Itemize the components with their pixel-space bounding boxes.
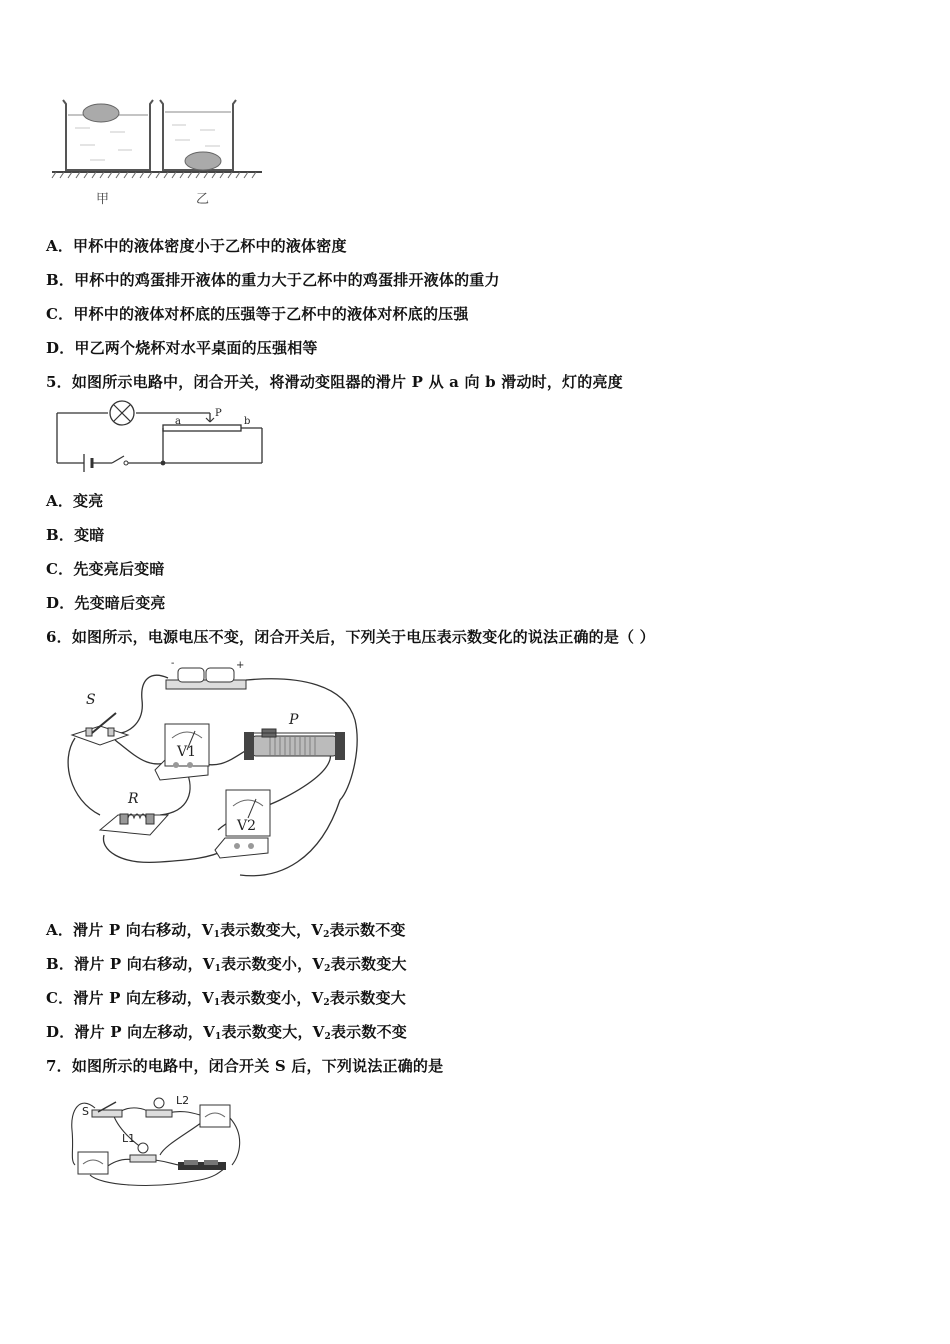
q6-option-a-sub1: 1 — [213, 930, 221, 940]
lamp-l2-icon — [146, 1098, 172, 1117]
q6-option-a-part1: A．滑片 P 向右移动，V — [46, 921, 214, 939]
beaker-label-right: 乙 — [196, 192, 210, 207]
q6-option-a-part2: 表示数变大，V — [220, 921, 324, 939]
q6-option-c-part2: 表示数变小，V — [220, 989, 324, 1007]
q7-battery-icon — [178, 1160, 226, 1170]
q6-option-b-part2: 表示数变小，V — [221, 955, 325, 973]
q5-option-c: C．先变亮后变暗 — [46, 560, 165, 578]
q6-option-b-sub1: 1 — [214, 964, 222, 974]
q6-option-c-sub1: 1 — [213, 998, 221, 1008]
q6-option-b-sub2: 2 — [324, 964, 331, 974]
q6-option-d-sub1: 1 — [214, 1032, 222, 1042]
q6-option-a-sub2: 2 — [323, 930, 330, 940]
q7-label-l1: L1 — [122, 1132, 136, 1145]
q6-option-c-sub2: 2 — [323, 998, 330, 1008]
q7-switch-icon — [92, 1102, 122, 1117]
q4-option-d: D．甲乙两个烧杯对水平桌面的压强相等 — [46, 339, 318, 357]
beaker-label-left: 甲 — [96, 192, 110, 207]
q7-stem: 7．如图所示的电路中，闭合开关 S 后，下列说法正确的是 — [46, 1057, 444, 1075]
q5-option-d: D．先变暗后变亮 — [46, 594, 166, 612]
label-p: P — [215, 408, 222, 419]
q5-stem: 5．如图所示电路中，闭合开关，将滑动变阻器的滑片 P 从 a 向 b 滑动时，灯的亮度 — [46, 373, 623, 391]
q4-option-a: A．甲杯中的液体密度小于乙杯中的液体密度 — [46, 237, 347, 255]
q4-option-c: C．甲杯中的液体对杯底的压强等于乙杯中的液体对杯底的压强 — [46, 305, 469, 323]
v1-label: V1 — [177, 744, 197, 760]
battery-minus-label: - — [171, 658, 175, 669]
q4-option-b: B．甲杯中的鸡蛋排开液体的重力大于乙杯中的鸡蛋排开液体的重力 — [46, 271, 500, 289]
q5-option-b: B．变暗 — [46, 526, 105, 544]
resistor-label-r: R — [128, 791, 139, 807]
q6-option-d-part2: 表示数变大，V — [221, 1023, 325, 1041]
label-a: a — [175, 416, 181, 427]
q6-option-d-part1: D．滑片 P 向左移动，V — [46, 1023, 215, 1041]
rheostat-label-p: P — [289, 712, 299, 728]
q6-option-b-part3: 表示数变大 — [330, 955, 407, 973]
q7-meter-top-icon — [200, 1105, 230, 1127]
v2-label: V2 — [237, 818, 257, 834]
q6-stem: 6．如图所示，电源电压不变，闭合开关后，下列关于电压表示数变化的说法正确的是（ ） — [46, 628, 655, 646]
q7-label-s: S — [82, 1105, 89, 1118]
q6-option-b-part1: B．滑片 P 向右移动，V — [46, 955, 215, 973]
switch-label-s: S — [86, 692, 96, 708]
q6-option-d-part3: 表示数不变 — [330, 1023, 407, 1041]
q6-option-c-part1: C．滑片 P 向左移动，V — [46, 989, 214, 1007]
label-b: b — [244, 416, 251, 427]
q7-meter-bottom-icon — [78, 1152, 108, 1174]
q5-option-a: A．变亮 — [46, 492, 104, 510]
q7-label-l2: L2 — [176, 1094, 190, 1107]
lamp-l1-icon — [130, 1143, 156, 1162]
battery-plus-label: + — [236, 660, 245, 671]
q6-option-c-part3: 表示数变大 — [329, 989, 406, 1007]
q6-option-d-sub2: 2 — [324, 1032, 331, 1042]
q6-option-a-part3: 表示数不变 — [329, 921, 406, 939]
